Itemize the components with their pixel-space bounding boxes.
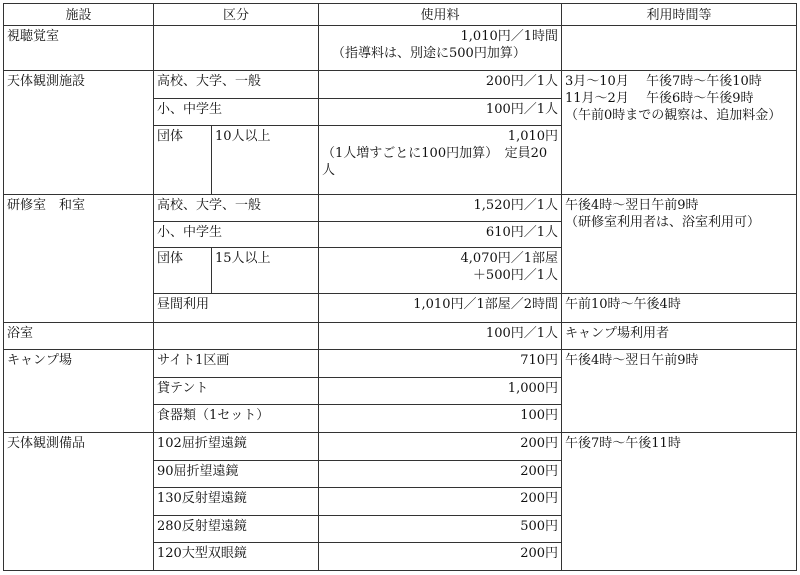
hours-kenshu-daytime: 午前10時～午後4時: [562, 294, 797, 323]
fee-kansoku-students: 100円／1人: [319, 98, 562, 125]
fee-kansoku-group: [319, 125, 562, 194]
category-kenshu-students: 小、中学生: [154, 221, 319, 248]
fee-kansoku-group-note: （1人増すごとに100円加算） 定員20人: [322, 145, 548, 178]
header-hours: 利用時間等: [562, 4, 797, 26]
fee-bihin-item: 500円: [319, 515, 562, 543]
row-kenshu-1: [4, 195, 797, 222]
fee-kenshu-students: 610円／1人: [319, 221, 562, 248]
category-bihin-item: 102屈折望遠鏡: [154, 432, 319, 460]
category-kenshu-group-size: 15人以上: [212, 248, 319, 294]
facility-bihin: 天体観測備品: [4, 432, 154, 570]
fee-bihin-item: 200円: [319, 543, 562, 571]
category-kansoku-group: 団体: [154, 125, 212, 194]
hours-kansoku: 3月～10月 午後7時～午後10時 11月～2月 午後6時～午後9時 （午前0時までの観察は、追加料金）: [562, 71, 797, 195]
category-kansoku-group-size: 10人以上: [212, 125, 319, 194]
fee-camp-tent: 1,000円: [319, 377, 562, 405]
category-kansoku-general: 高校、大学、一般: [154, 71, 319, 99]
category-camp-dishes: 食器類（1セット）: [154, 405, 319, 433]
fee-camp-site: 710円: [319, 350, 562, 378]
fee-bihin-item: 200円: [319, 460, 562, 488]
header-row: [4, 4, 797, 26]
category-kenshu-general: 高校、大学、一般: [154, 195, 319, 222]
fee-kenshu-general: 1,520円／1人: [319, 195, 562, 222]
fee-bihin-item: 200円: [319, 488, 562, 516]
fee-kenshu-group-extra: ＋500円／1人: [472, 268, 559, 284]
fee-kansoku-group-main: 1,010円: [507, 128, 559, 144]
fee-bihin-item: 200円: [319, 432, 562, 460]
facility-yokushitsu: 浴室: [4, 322, 154, 350]
facility-kenshu: 研修室 和室: [4, 195, 154, 323]
facility-kansoku: 天体観測施設: [4, 71, 154, 195]
category-bihin-item: 130反射望遠鏡: [154, 488, 319, 516]
row-bihin-1: [4, 432, 797, 460]
fee-kenshu-daytime: 1,010円／1部屋／2時間: [319, 294, 562, 323]
row-kansoku-1: [4, 71, 797, 99]
fee-shichokaku-note: （指導料は、別途に500円加算）: [332, 46, 526, 62]
hours-yokushitsu: キャンプ場利用者: [562, 322, 797, 350]
facility-camp: キャンプ場: [4, 350, 154, 433]
category-kenshu-daytime: 昼間利用: [154, 294, 319, 323]
row-yokushitsu: [4, 322, 797, 350]
fee-kenshu-group-main: 4,070円／1部屋: [460, 251, 559, 267]
category-bihin-item: 90屈折望遠鏡: [154, 460, 319, 488]
category-camp-tent: 貸テント: [154, 377, 319, 405]
hours-kenshu: 午後4時～翌日午前9時 （研修室利用者は、浴室利用可）: [562, 195, 797, 294]
fee-yokushitsu: 100円／1人: [319, 322, 562, 350]
header-fee: 使用料: [319, 4, 562, 26]
category-yokushitsu-empty: [154, 322, 319, 350]
category-kansoku-students: 小、中学生: [154, 98, 319, 125]
hours-camp: 午後4時～翌日午前9時: [562, 350, 797, 433]
fee-table: [3, 3, 797, 571]
fee-shichokaku-main: 1,010円／1時間: [460, 29, 559, 45]
hours-empty: [562, 26, 797, 71]
category-bihin-item: 120大型双眼鏡: [154, 543, 319, 571]
hours-bihin: 午後7時～午後11時: [562, 432, 797, 570]
header-category: 区分: [154, 4, 319, 26]
fee-kansoku-general: 200円／1人: [319, 71, 562, 99]
fee-kenshu-group: [319, 248, 562, 294]
fee-camp-dishes: 100円: [319, 405, 562, 433]
row-camp-1: [4, 350, 797, 378]
row-shichokaku: [4, 26, 797, 71]
category-bihin-item: 280反射望遠鏡: [154, 515, 319, 543]
category-empty: [154, 26, 319, 71]
category-kenshu-group: 団体: [154, 248, 212, 294]
facility-shichokaku: 視聴覚室: [4, 26, 154, 71]
fee-shichokaku: [319, 26, 562, 71]
header-facility: 施設: [4, 4, 154, 26]
category-camp-site: サイト1区画: [154, 350, 319, 378]
